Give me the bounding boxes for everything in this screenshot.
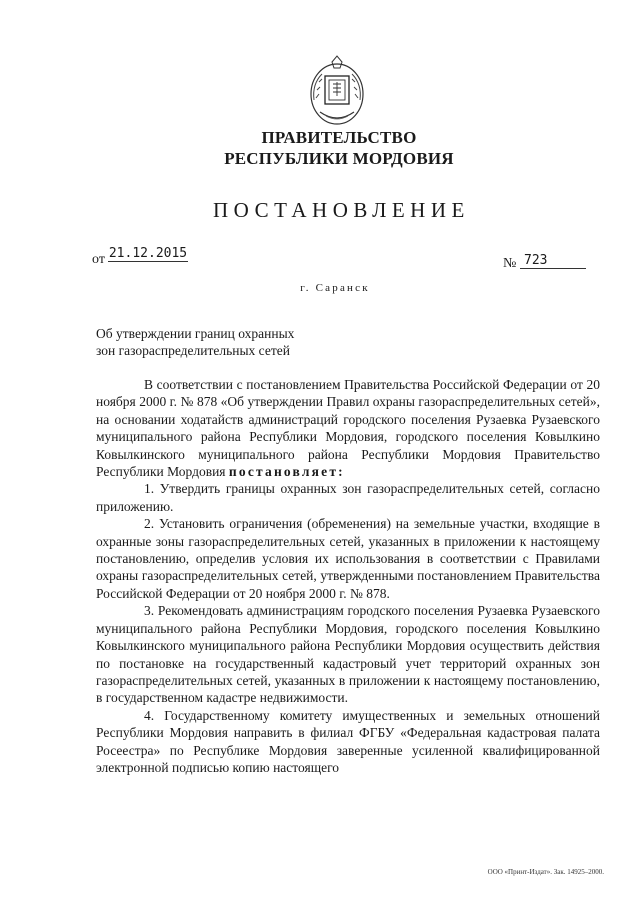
- item-1: 1. Утвердить границы охранных зон газораспределительных сетей, согласно приложению.: [96, 481, 600, 514]
- decree-subject: [96, 325, 294, 359]
- decree-body: [96, 376, 600, 776]
- decree-number: 723: [520, 253, 586, 269]
- intro-text: В соответствии с постановлением Правительства Российской Федерации от 20 ноября 2000 г. № 878 «Об утверждении Правил охраны газораспределительных сетей», на основании ходатайств администраций городского поселения Рузаевка Рузаевского муниципального района Республики Мордовия, городского поселения Ковылкино Ковылкинского муниципального района Республики Мордовия Правительство Республики Мордовия: [96, 377, 600, 480]
- decree-date: 21.12.2015: [108, 246, 188, 261]
- item-4: 4. Государственному комитету имущественных и земельных отношений Республики Мордовия направить в филиал ФГБУ «Федеральная кадастровая палата Росеестра» по Республике Мордовия заверенные усиленной квалифицированной электронной подписью копию настоящего: [96, 707, 600, 775]
- city-line: г. Саранск: [300, 282, 370, 294]
- printer-note: ООО «Принт-Издат». Зак. 14925–2000.: [487, 868, 604, 876]
- subject-line: Об утверждении границ охранных: [96, 326, 295, 341]
- item-3: 3. Рекомендовать администрациям городского поселения Рузаевка Рузаевского муниципального района Республики Мордовия, городского поселения Ковылкино Ковылкинского муниципального района Республики Мордовия осуществить действия по постановке на государственный кадастровый учет территорий охранных зон газораспределительных сетей, указанных в приложении к настоящему постановлению, в государственном кадастре недвижимости.: [96, 603, 600, 706]
- document-type-title: ПОСТАНОВЛЕНИЕ: [213, 198, 470, 222]
- intro-paragraph: [96, 376, 600, 480]
- date-prefix: от: [92, 252, 105, 267]
- coat-of-arms-icon: [308, 54, 366, 130]
- decrees-word: постановляет:: [228, 464, 345, 480]
- item-2: 2. Установить ограничения (обременения) на земельные участки, входящие в охранные зоны газораспределительных сетей, указанных в приложении к настоящему постановлению, определив условия их использования в соответствии с Правилами охраны газораспределительных сетей, утвержденными постановлением Правительства Российской Федерации от 20 ноября 2000 г. № 878.: [96, 516, 600, 601]
- government-subtitle: РЕСПУБЛИКИ МОРДОВИЯ: [224, 149, 454, 168]
- number-prefix: №: [503, 256, 517, 271]
- government-title: ПРАВИТЕЛЬСТВО: [261, 128, 417, 147]
- subject-line: зон газораспределительных сетей: [96, 343, 290, 358]
